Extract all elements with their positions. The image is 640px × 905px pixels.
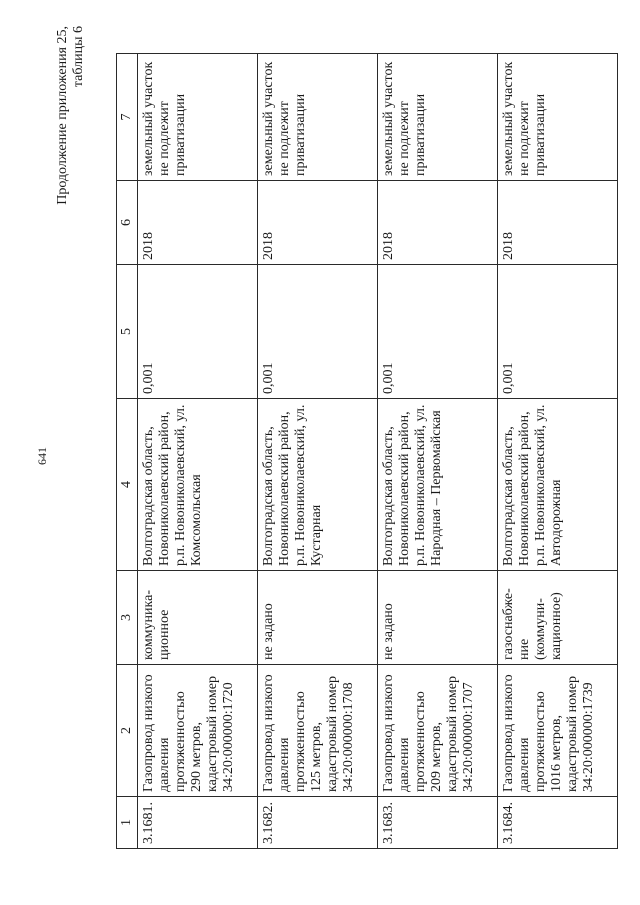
object-address: Волгоградская область, Новониколаевский район, р.п. Новониколаевский, ул. Кустарная xyxy=(258,399,378,571)
object-name: Газопровод низкого давления протяженностью 125 метров, кадастровый номер 34:20:000000:1708 xyxy=(258,665,378,797)
row-number: 3.1682. xyxy=(258,797,378,849)
object-year: 2018 xyxy=(258,181,378,265)
object-area: 0,001 xyxy=(138,265,258,399)
column-header: 7 xyxy=(117,54,138,181)
column-header: 6 xyxy=(117,181,138,265)
object-year: 2018 xyxy=(498,181,618,265)
column-header: 5 xyxy=(117,265,138,399)
table-row xyxy=(378,54,498,849)
column-header: 4 xyxy=(117,399,138,571)
object-area: 0,001 xyxy=(498,265,618,399)
object-name: Газопровод низкого давления протяженностью 290 метров, кадастровый номер 34:20:000000:1720 xyxy=(138,665,258,797)
object-note: земельный участок не подлежит приватизации xyxy=(258,54,378,181)
table-row xyxy=(138,54,258,849)
column-header: 2 xyxy=(117,665,138,797)
page-number: 641 xyxy=(35,447,49,465)
object-address: Волгоградская область, Новониколаевский район, р.п. Новониколаевский, ул. Комсомольская xyxy=(138,399,258,571)
object-note: земельный участок не подлежит приватизации xyxy=(378,54,498,181)
row-number: 3.1684. xyxy=(498,797,618,849)
row-number: 3.1683. xyxy=(378,797,498,849)
object-year: 2018 xyxy=(138,181,258,265)
column-header: 3 xyxy=(117,571,138,665)
object-purpose: коммуника-ционное xyxy=(138,571,258,665)
object-name: Газопровод низкого давления протяженностью 209 метров, кадастровый номер 34:20:000000:1707 xyxy=(378,665,498,797)
object-name: Газопровод низкого давления протяженностью 1016 метров, кадастровый номер 34:20:000000:1739 xyxy=(498,665,618,797)
row-number: 3.1681. xyxy=(138,797,258,849)
object-area: 0,001 xyxy=(258,265,378,399)
object-purpose: не задано xyxy=(378,571,498,665)
continuation-line-1: Продолжение приложения 25, xyxy=(55,26,70,205)
object-address: Волгоградская область, Новониколаевский район, р.п. Новониколаевский, ул. Народная – Первомайская xyxy=(378,399,498,571)
object-area: 0,001 xyxy=(378,265,498,399)
object-purpose: не задано xyxy=(258,571,378,665)
object-note: земельный участок не подлежит приватизации xyxy=(138,54,258,181)
object-address: Волгоградская область, Новониколаевский район, р.п. Новониколаевский, ул. Автодорожная xyxy=(498,399,618,571)
table-row xyxy=(498,54,618,849)
table-row xyxy=(258,54,378,849)
object-purpose: газоснабже-ние (коммуни-кационное) xyxy=(498,571,618,665)
column-header: 1 xyxy=(117,797,138,849)
continuation-header xyxy=(55,26,87,205)
column-number-row xyxy=(117,54,138,849)
object-note: земельный участок не подлежит приватизации xyxy=(498,54,618,181)
continuation-line-2: таблицы 6 xyxy=(71,26,86,88)
property-table xyxy=(116,53,618,849)
object-year: 2018 xyxy=(378,181,498,265)
